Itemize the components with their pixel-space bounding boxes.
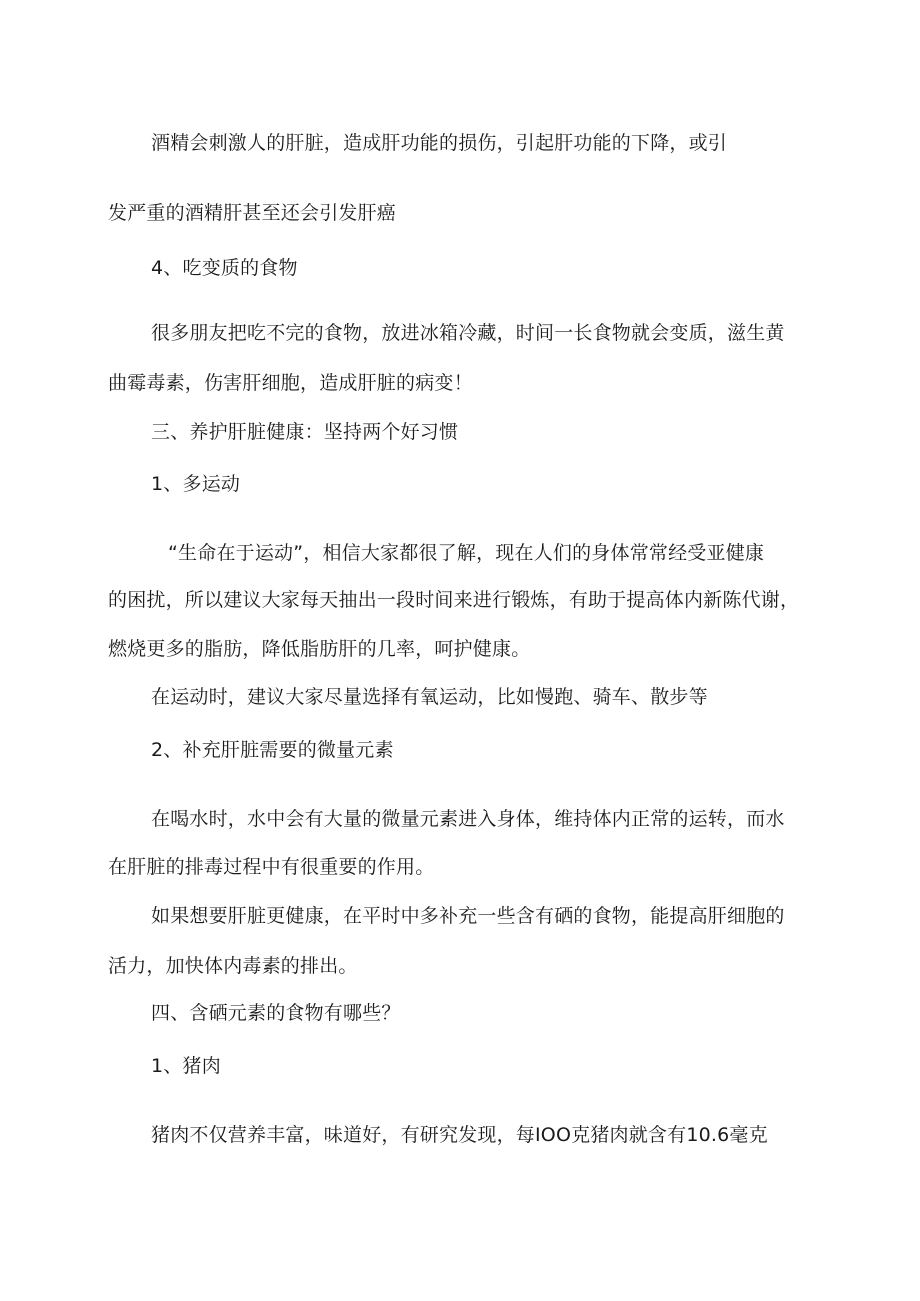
paragraph-line: 曲霉毒素，伤害肝细胞，造成肝脏的病变！	[108, 372, 473, 394]
paragraph-line: 在喝水时，水中会有大量的微量元素进入身体，维持体内正常的运转，而水	[151, 808, 785, 830]
paragraph-line: 猪肉不仅营养丰富，味道好，有研究发现，每IOO克猪肉就含有10.6毫克	[151, 1124, 768, 1146]
paragraph-line: 在肝脏的排毒过程中有很重要的作用。	[108, 856, 435, 878]
paragraph-line: 如果想要肝脏更健康，在平时中多补充一些含有硒的食物，能提高肝细胞的	[151, 905, 785, 927]
paragraph-line: 燃烧更多的脂肪，降低脂肪肝的几率，呵护健康。	[108, 638, 531, 660]
section-heading: 2、补充肝脏需要的微量元素	[151, 739, 394, 761]
paragraph-line: “生命在于运动”，相信大家都很了解，现在人们的身体常常经受亚健康	[168, 542, 765, 564]
section-heading: 1、猪肉	[151, 1055, 221, 1077]
section-heading: 1、多运动	[151, 473, 241, 495]
paragraph-line: 在运动时，建议大家尽量选择有氧运动，比如慢跑、骑车、散步等	[151, 686, 708, 708]
paragraph-line: 的困扰，所以建议大家每天抽出一段时间来进行锻炼，有助于提高体内新陈代谢，	[108, 589, 800, 611]
paragraph-line: 活力，加快体内毒素的排出。	[108, 955, 358, 977]
section-heading: 4、吃变质的食物	[151, 257, 298, 279]
section-heading: 三、养护肝脏健康：坚持两个好习惯	[151, 421, 459, 443]
paragraph-line: 发严重的酒精肝甚至还会引发肝癌	[108, 202, 397, 224]
paragraph-line: 酒精会刺激人的肝脏，造成肝功能的损伤，引起肝功能的下降，或引	[151, 132, 728, 154]
paragraph-line: 很多朋友把吃不完的食物，放进冰箱冷藏，时间一长食物就会变质，滋生黄	[151, 322, 785, 344]
section-heading: 四、含硒元素的食物有哪些？	[151, 1002, 401, 1024]
